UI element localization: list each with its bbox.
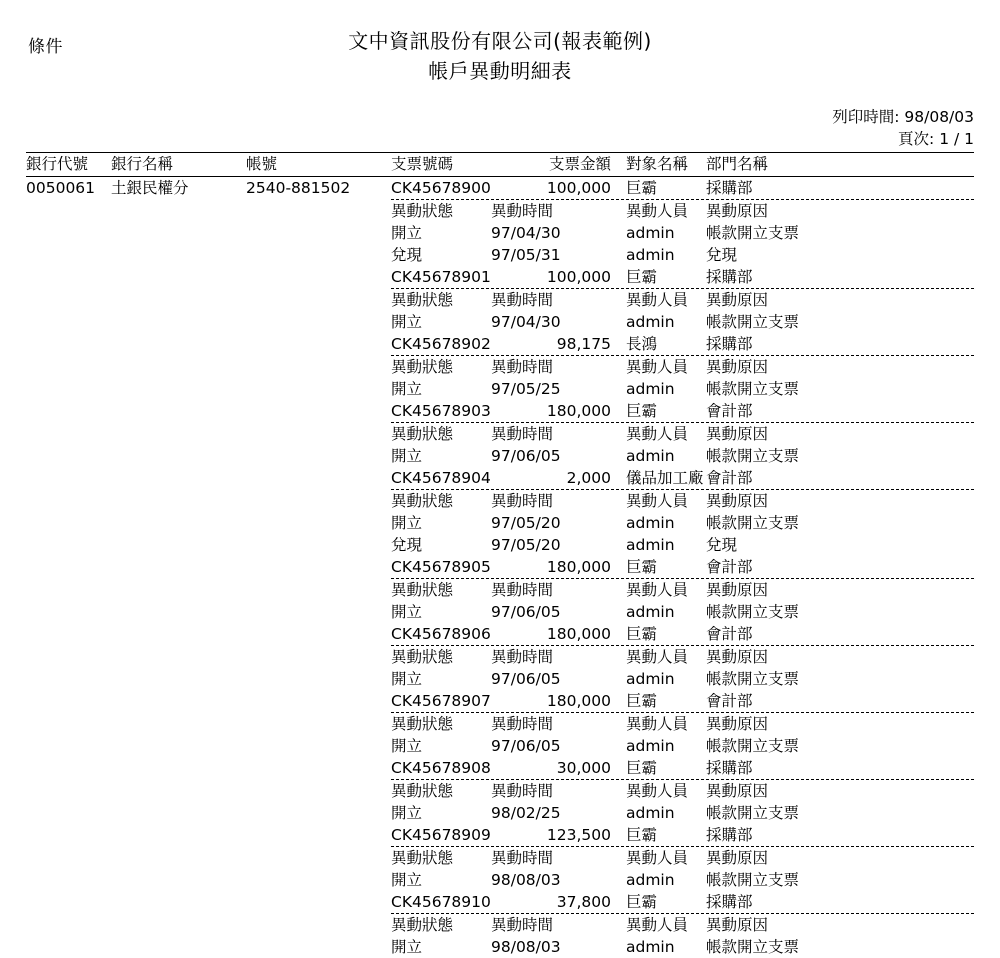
report-title-block: [0, 26, 1000, 86]
cell-amount: 180,000: [546, 625, 611, 643]
cell-movement-reason: 帳款開立支票: [706, 380, 800, 398]
movement-header-row: [26, 914, 974, 936]
cell-account: 2540-881502: [246, 179, 351, 197]
cell-check-no: CK45678904: [391, 469, 491, 487]
cell-dept: 會計部: [706, 402, 753, 420]
movement-header-row: [26, 356, 974, 378]
sub-col-header-person: 異動人員: [626, 648, 689, 666]
table-row: [26, 177, 974, 199]
table-row: [26, 333, 974, 355]
col-header-check-no: 支票號碼: [391, 155, 454, 173]
cell-target: 巨霸: [626, 558, 658, 576]
cell-movement-time: 97/06/05: [491, 603, 561, 621]
movement-row: [26, 512, 974, 534]
cell-movement-time: 98/08/03: [491, 938, 561, 956]
cell-dept: 會計部: [706, 469, 753, 487]
cell-movement-time: 97/04/30: [491, 224, 561, 242]
sub-col-header-person: 異動人員: [626, 782, 689, 800]
cell-target: 巨霸: [626, 759, 658, 777]
sub-col-header-state: 異動狀態: [391, 425, 454, 443]
cell-movement-person: admin: [626, 670, 675, 688]
cell-movement-reason: 帳款開立支票: [706, 603, 800, 621]
sub-col-header-state: 異動狀態: [391, 291, 454, 309]
table-row: [26, 467, 974, 489]
sub-col-header-time: 異動時間: [491, 202, 554, 220]
cell-target: 巨霸: [626, 268, 658, 286]
table-row: [26, 400, 974, 422]
cell-movement-time: 97/06/05: [491, 670, 561, 688]
cell-movement-reason: 帳款開立支票: [706, 670, 800, 688]
sub-col-header-time: 異動時間: [491, 916, 554, 934]
check-block: [26, 177, 974, 266]
sub-col-header-reason: 異動原因: [706, 916, 769, 934]
cell-movement-person: admin: [626, 514, 675, 532]
sub-col-header-time: 異動時間: [491, 648, 554, 666]
sub-col-header-time: 異動時間: [491, 425, 554, 443]
movement-header-row: [26, 200, 974, 222]
sub-col-header-person: 異動人員: [626, 425, 689, 443]
col-header-bank-code: 銀行代號: [26, 155, 89, 173]
cell-movement-reason: 帳款開立支票: [706, 224, 800, 242]
cell-amount: 2,000: [566, 469, 611, 487]
table-row: [26, 266, 974, 288]
cell-check-no: CK45678901: [391, 268, 491, 286]
cell-movement-person: admin: [626, 737, 675, 755]
cell-check-no: CK45678906: [391, 625, 491, 643]
col-header-target: 對象名稱: [626, 155, 689, 173]
sub-col-header-time: 異動時間: [491, 581, 554, 599]
cell-movement-state: 開立: [391, 603, 423, 621]
report-table: [26, 152, 974, 958]
cell-movement-reason: 帳款開立支票: [706, 447, 800, 465]
movement-row: [26, 534, 974, 556]
cell-dept: 會計部: [706, 558, 753, 576]
sub-col-header-person: 異動人員: [626, 291, 689, 309]
movement-row: [26, 936, 974, 958]
sub-col-header-person: 異動人員: [626, 715, 689, 733]
movement-header-row: [26, 780, 974, 802]
cell-movement-reason: 兌現: [706, 246, 738, 264]
cell-check-no: CK45678900: [391, 179, 491, 197]
cell-amount: 180,000: [546, 558, 611, 576]
movement-row: [26, 445, 974, 467]
sub-col-header-person: 異動人員: [626, 492, 689, 510]
cell-movement-state: 開立: [391, 804, 423, 822]
cell-movement-time: 97/04/30: [491, 313, 561, 331]
movement-row: [26, 735, 974, 757]
movement-row: [26, 869, 974, 891]
sub-col-header-state: 異動狀態: [391, 648, 454, 666]
sub-col-header-reason: 異動原因: [706, 782, 769, 800]
cell-movement-reason: 帳款開立支票: [706, 938, 800, 956]
cell-movement-time: 97/06/05: [491, 737, 561, 755]
cell-target: 巨霸: [626, 893, 658, 911]
cell-movement-state: 開立: [391, 447, 423, 465]
movement-header-row: [26, 847, 974, 869]
cell-movement-reason: 帳款開立支票: [706, 871, 800, 889]
check-block: [26, 556, 974, 623]
cell-target: 巨霸: [626, 179, 658, 197]
movement-header-row: [26, 289, 974, 311]
print-meta: [832, 106, 974, 150]
table-row: [26, 824, 974, 846]
sub-col-header-state: 異動狀態: [391, 849, 454, 867]
col-header-dept: 部門名稱: [706, 155, 769, 173]
sub-col-header-reason: 異動原因: [706, 425, 769, 443]
cell-movement-time: 97/05/20: [491, 536, 561, 554]
cell-movement-reason: 兌現: [706, 536, 738, 554]
page-title: 帳戶異動明細表: [428, 59, 572, 83]
cell-movement-person: admin: [626, 536, 675, 554]
table-row: [26, 757, 974, 779]
table-header-row: [26, 153, 974, 175]
cell-amount: 100,000: [546, 268, 611, 286]
cell-movement-time: 97/05/31: [491, 246, 561, 264]
sub-col-header-state: 異動狀態: [391, 492, 454, 510]
cell-amount: 123,500: [546, 826, 611, 844]
col-header-amount: 支票金額: [548, 155, 611, 173]
cell-dept: 採購部: [706, 179, 753, 197]
sub-col-header-reason: 異動原因: [706, 202, 769, 220]
sub-col-header-state: 異動狀態: [391, 581, 454, 599]
cell-movement-state: 兌現: [391, 536, 423, 554]
sub-col-header-time: 異動時間: [491, 291, 554, 309]
movement-row: [26, 802, 974, 824]
table-row: [26, 891, 974, 913]
cell-movement-person: admin: [626, 871, 675, 889]
company-title: 文中資訊股份有限公司(報表範例): [348, 29, 652, 53]
sub-col-header-time: 異動時間: [491, 492, 554, 510]
sub-col-header-person: 異動人員: [626, 916, 689, 934]
movement-header-row: [26, 490, 974, 512]
cell-movement-state: 開立: [391, 224, 423, 242]
cell-movement-state: 開立: [391, 313, 423, 331]
movement-row: [26, 668, 974, 690]
cell-movement-person: admin: [626, 804, 675, 822]
cell-amount: 98,175: [556, 335, 611, 353]
cell-movement-reason: 帳款開立支票: [706, 737, 800, 755]
cell-bank-code: 0050061: [26, 179, 96, 197]
movement-row: [26, 601, 974, 623]
cell-dept: 採購部: [706, 826, 753, 844]
sub-col-header-state: 異動狀態: [391, 916, 454, 934]
sub-col-header-state: 異動狀態: [391, 202, 454, 220]
cell-movement-state: 開立: [391, 871, 423, 889]
movement-row: [26, 311, 974, 333]
cell-movement-state: 兌現: [391, 246, 423, 264]
table-row: [26, 556, 974, 578]
check-block: [26, 690, 974, 757]
cell-movement-time: 97/06/05: [491, 447, 561, 465]
sub-col-header-person: 異動人員: [626, 358, 689, 376]
sub-col-header-state: 異動狀態: [391, 715, 454, 733]
cell-movement-time: 97/05/25: [491, 380, 561, 398]
table-row: [26, 623, 974, 645]
cell-movement-reason: 帳款開立支票: [706, 313, 800, 331]
check-block: [26, 400, 974, 467]
check-block: [26, 266, 974, 333]
sub-col-header-reason: 異動原因: [706, 715, 769, 733]
cell-check-no: CK45678905: [391, 558, 491, 576]
cell-movement-state: 開立: [391, 380, 423, 398]
sub-col-header-reason: 異動原因: [706, 849, 769, 867]
cell-amount: 180,000: [546, 692, 611, 710]
sub-col-header-person: 異動人員: [626, 202, 689, 220]
cell-check-no: CK45678910: [391, 893, 491, 911]
check-block: [26, 623, 974, 690]
cell-movement-person: admin: [626, 603, 675, 621]
cell-movement-state: 開立: [391, 514, 423, 532]
cell-movement-person: admin: [626, 313, 675, 331]
movement-row: [26, 378, 974, 400]
cell-dept: 採購部: [706, 335, 753, 353]
cell-target: 長鴻: [626, 335, 658, 353]
check-block: [26, 467, 974, 556]
sub-col-header-time: 異動時間: [491, 715, 554, 733]
cell-amount: 100,000: [546, 179, 611, 197]
col-header-bank-name: 銀行名稱: [111, 155, 174, 173]
sub-col-header-time: 異動時間: [491, 782, 554, 800]
cell-movement-person: admin: [626, 246, 675, 264]
sub-col-header-time: 異動時間: [491, 358, 554, 376]
cell-dept: 採購部: [706, 268, 753, 286]
table-body: [26, 177, 974, 958]
movement-header-row: [26, 713, 974, 735]
sub-col-header-reason: 異動原因: [706, 492, 769, 510]
cell-amount: 37,800: [556, 893, 611, 911]
movement-header-row: [26, 423, 974, 445]
cell-movement-person: admin: [626, 447, 675, 465]
cell-movement-reason: 帳款開立支票: [706, 804, 800, 822]
movement-row: [26, 222, 974, 244]
check-block: [26, 757, 974, 824]
sub-col-header-reason: 異動原因: [706, 581, 769, 599]
cell-bank-name: 土銀民權分: [111, 179, 189, 197]
cell-movement-reason: 帳款開立支票: [706, 514, 800, 532]
movement-header-row: [26, 579, 974, 601]
sub-col-header-state: 異動狀態: [391, 358, 454, 376]
cell-movement-time: 98/08/03: [491, 871, 561, 889]
cell-target: 巨霸: [626, 826, 658, 844]
cell-check-no: CK45678908: [391, 759, 491, 777]
cell-target: 巨霸: [626, 625, 658, 643]
cell-amount: 30,000: [556, 759, 611, 777]
sub-col-header-time: 異動時間: [491, 849, 554, 867]
sub-col-header-person: 異動人員: [626, 581, 689, 599]
cell-target: 巨霸: [626, 692, 658, 710]
movement-row: [26, 244, 974, 266]
cell-dept: 採購部: [706, 893, 753, 911]
sub-col-header-reason: 異動原因: [706, 648, 769, 666]
cell-movement-person: admin: [626, 380, 675, 398]
cell-check-no: CK45678902: [391, 335, 491, 353]
cell-movement-person: admin: [626, 938, 675, 956]
check-block: [26, 891, 974, 958]
condition-label: 條件: [28, 37, 63, 57]
cell-target: 儀品加工廠: [626, 469, 704, 487]
sub-col-header-state: 異動狀態: [391, 782, 454, 800]
sub-col-header-reason: 異動原因: [706, 358, 769, 376]
print-time: 列印時間: 98/08/03: [832, 108, 974, 126]
cell-movement-state: 開立: [391, 670, 423, 688]
cell-target: 巨霸: [626, 402, 658, 420]
page-number: 頁次: 1 / 1: [898, 130, 974, 148]
movement-header-row: [26, 646, 974, 668]
cell-movement-time: 97/05/20: [491, 514, 561, 532]
cell-movement-state: 開立: [391, 938, 423, 956]
cell-check-no: CK45678907: [391, 692, 491, 710]
cell-movement-person: admin: [626, 224, 675, 242]
sub-col-header-person: 異動人員: [626, 849, 689, 867]
table-row: [26, 690, 974, 712]
sub-col-header-reason: 異動原因: [706, 291, 769, 309]
cell-amount: 180,000: [546, 402, 611, 420]
check-block: [26, 333, 974, 400]
cell-movement-state: 開立: [391, 737, 423, 755]
col-header-account: 帳號: [246, 155, 278, 173]
cell-check-no: CK45678903: [391, 402, 491, 420]
cell-check-no: CK45678909: [391, 826, 491, 844]
check-block: [26, 824, 974, 891]
cell-movement-time: 98/02/25: [491, 804, 561, 822]
cell-dept: 採購部: [706, 759, 753, 777]
cell-dept: 會計部: [706, 692, 753, 710]
cell-dept: 會計部: [706, 625, 753, 643]
